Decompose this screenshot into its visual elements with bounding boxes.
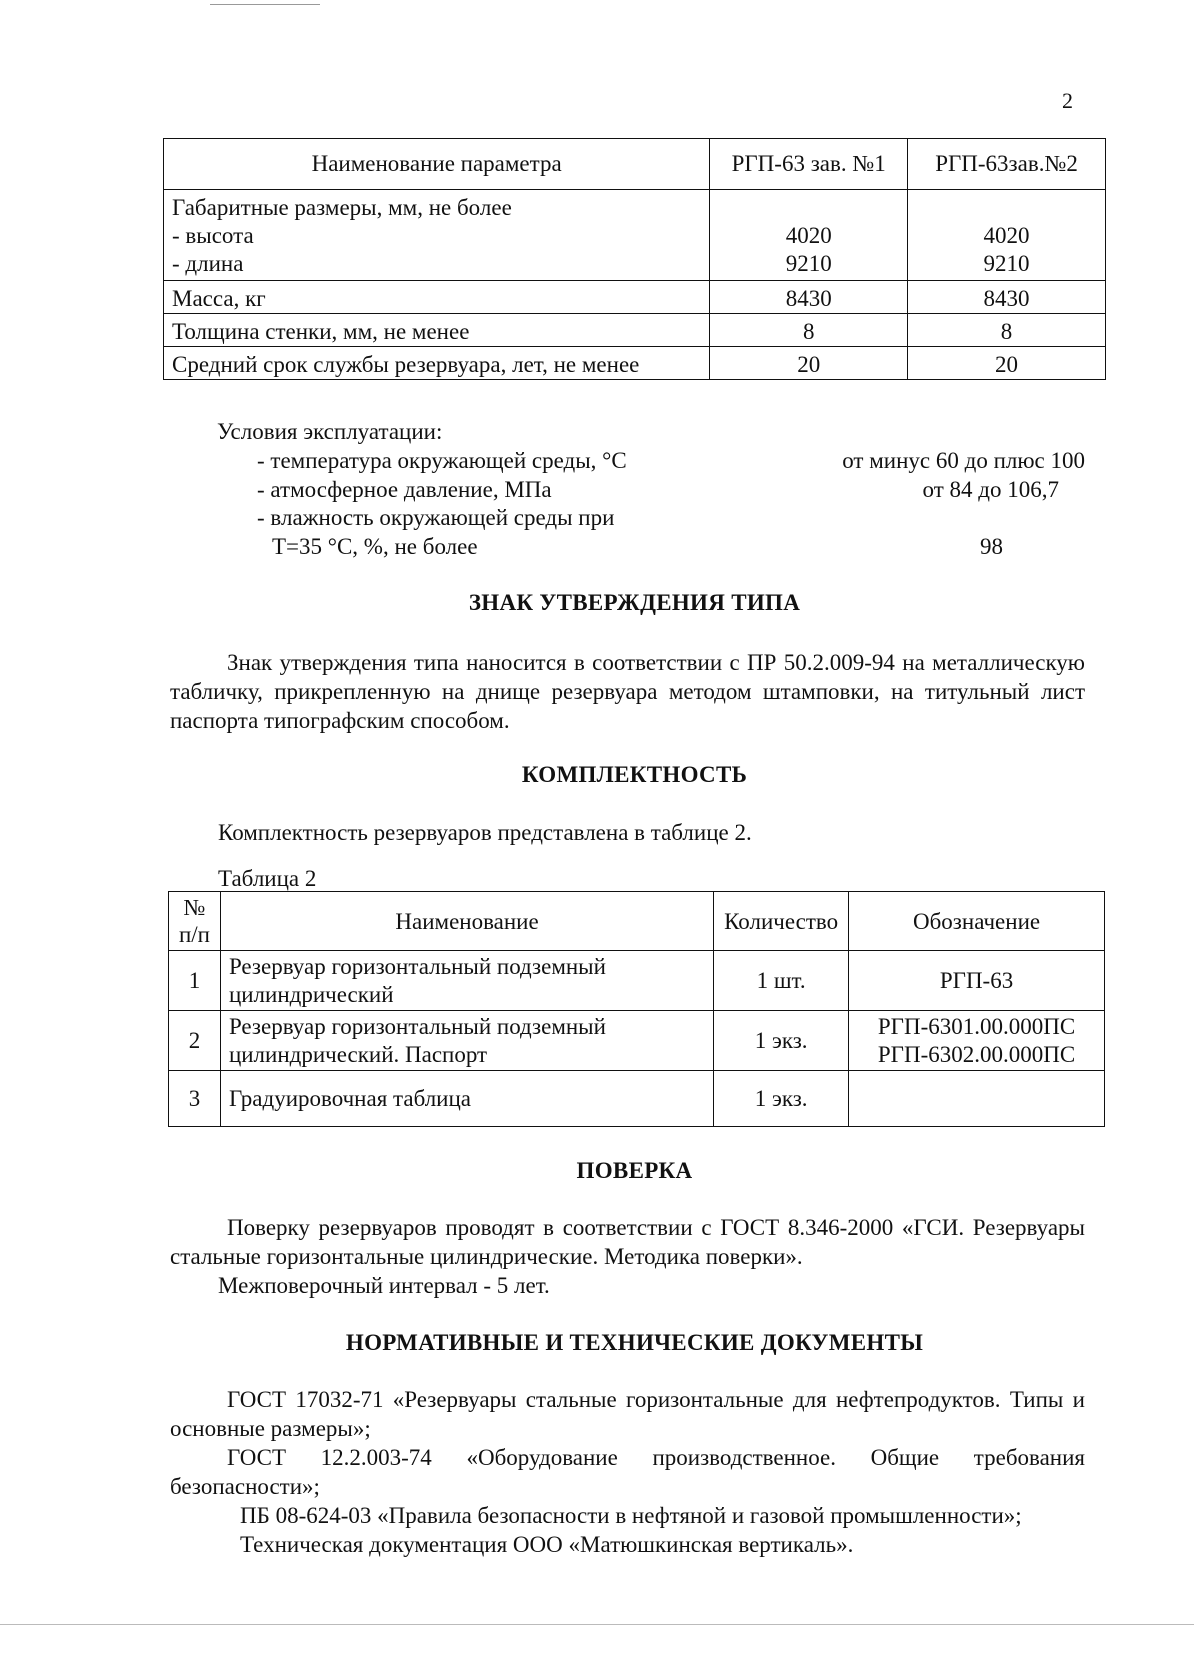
- row-name: Резервуар горизонтальный подземный цилиндрический: [220, 951, 713, 1011]
- header-parameter: Наименование параметра: [164, 139, 710, 190]
- table-row: [164, 347, 1106, 380]
- header-unit2: РГП-63зав.№2: [908, 139, 1106, 190]
- document-item: ГОСТ 17032-71 «Резервуары стальные горизонтальные для нефтепродуктов. Типы и основные размеры»;: [170, 1387, 1085, 1441]
- verification-text: Поверку резервуаров проводят в соответствии с ГОСТ 8.346-2000 «ГСИ. Резервуары стальные горизонтальные цилиндрические. Методика поверки».: [170, 1215, 1085, 1269]
- table-row: [164, 314, 1106, 347]
- scan-artifact: [210, 4, 320, 5]
- row-num: 2: [169, 1011, 221, 1071]
- row-value-1: 20: [710, 347, 908, 380]
- header-name: Наименование: [220, 892, 713, 951]
- row-name: Резервуар горизонтальный подземный цилиндрический. Паспорт: [220, 1011, 713, 1071]
- row-name: Средний срок службы резервуара, лет, не менее: [164, 347, 710, 380]
- completeness-intro: Комплектность резервуаров представлена в таблице 2.: [218, 820, 752, 845]
- temperature-value: от минус 60 до плюс 100: [842, 448, 1085, 473]
- humidity-value: 98: [980, 534, 1003, 559]
- completeness-table: [168, 891, 1105, 1127]
- page-number: 2: [1062, 88, 1073, 113]
- row-qty: 1 экз.: [714, 1011, 849, 1071]
- row-num: 3: [169, 1071, 221, 1127]
- row-value-2: 8430: [908, 281, 1106, 314]
- table-header-row: [169, 892, 1105, 951]
- table-caption: Таблица 2: [218, 866, 317, 891]
- document-item: ПБ 08-624-03 «Правила безопасности в нефтяной и газовой промышленности»;: [240, 1503, 1022, 1528]
- header-qty: Количество: [714, 892, 849, 951]
- completeness-heading: КОМПЛЕКТНОСТЬ: [521, 762, 748, 787]
- row-name: Толщина стенки, мм, не менее: [164, 314, 710, 347]
- length-label: - длина: [172, 251, 244, 276]
- verification-heading: ПОВЕРКА: [576, 1158, 693, 1183]
- document-item: Техническая документация ООО «Матюшкинская вертикаль».: [240, 1532, 854, 1557]
- table-row: [164, 190, 1106, 281]
- documents-heading: НОРМАТИВНЫЕ И ТЕХНИЧЕСКИЕ ДОКУМЕНТЫ: [345, 1330, 924, 1355]
- temperature-label: - температура окружающей среды, °С: [257, 448, 627, 473]
- pressure-label: - атмосферное давление, МПа: [257, 477, 552, 502]
- document-item: ГОСТ 12.2.003-74 «Оборудование производственное. Общие требования безопасности»;: [170, 1445, 1085, 1499]
- row-name: Градуировочная таблица: [220, 1071, 713, 1127]
- height-value-2: 4020: [983, 223, 1030, 248]
- length-value-2: 9210: [983, 251, 1030, 276]
- table-row: [169, 1011, 1105, 1071]
- table-row: [169, 1071, 1105, 1127]
- row-code-2: РГП-6302.00.000ПС: [877, 1041, 1076, 1067]
- pressure-value: от 84 до 106,7: [922, 477, 1059, 502]
- table-row: [164, 281, 1106, 314]
- row-value-1: 8430: [710, 281, 908, 314]
- row-code: РГП-63: [849, 951, 1105, 1011]
- header-num: № п/п: [169, 892, 221, 951]
- sign-text: Знак утверждения типа наносится в соответствии с ПР 50.2.009-94 на металлическую табличку, прикрепленную на днище резервуара методом штамповки, на титульный лист паспорта типографским способом.: [170, 650, 1085, 733]
- sign-heading: ЗНАК УТВЕРЖДЕНИЯ ТИПА: [468, 590, 801, 615]
- header-code: Обозначение: [849, 892, 1105, 951]
- row-value-1: 8: [710, 314, 908, 347]
- header-unit1: РГП-63 зав. №1: [710, 139, 908, 190]
- row-name: Масса, кг: [164, 281, 710, 314]
- height-label: - высота: [172, 223, 254, 248]
- conditions-title: Условия эксплуатации:: [217, 419, 443, 444]
- table-row: [169, 951, 1105, 1011]
- verification-interval: Межповерочный интервал - 5 лет.: [218, 1273, 550, 1298]
- height-value-1: 4020: [785, 223, 832, 248]
- row-code: РГП-6301.00.000ПС: [877, 1013, 1076, 1039]
- row-value-2: 8: [908, 314, 1106, 347]
- parameters-table: [163, 138, 1106, 380]
- row-value-2: 20: [908, 347, 1106, 380]
- row-qty: 1 шт.: [714, 951, 849, 1011]
- length-value-1: 9210: [785, 251, 832, 276]
- humidity-label-cont: Т=35 °С, %, не более: [272, 534, 478, 559]
- scan-artifact: [0, 1624, 1194, 1625]
- row-num: 1: [169, 951, 221, 1011]
- dims-label: Габаритные размеры, мм, не более: [172, 195, 512, 220]
- table-header-row: [164, 139, 1106, 190]
- row-qty: 1 экз.: [714, 1071, 849, 1127]
- humidity-label: - влажность окружающей среды при: [257, 505, 615, 530]
- row-code: [849, 1071, 1105, 1127]
